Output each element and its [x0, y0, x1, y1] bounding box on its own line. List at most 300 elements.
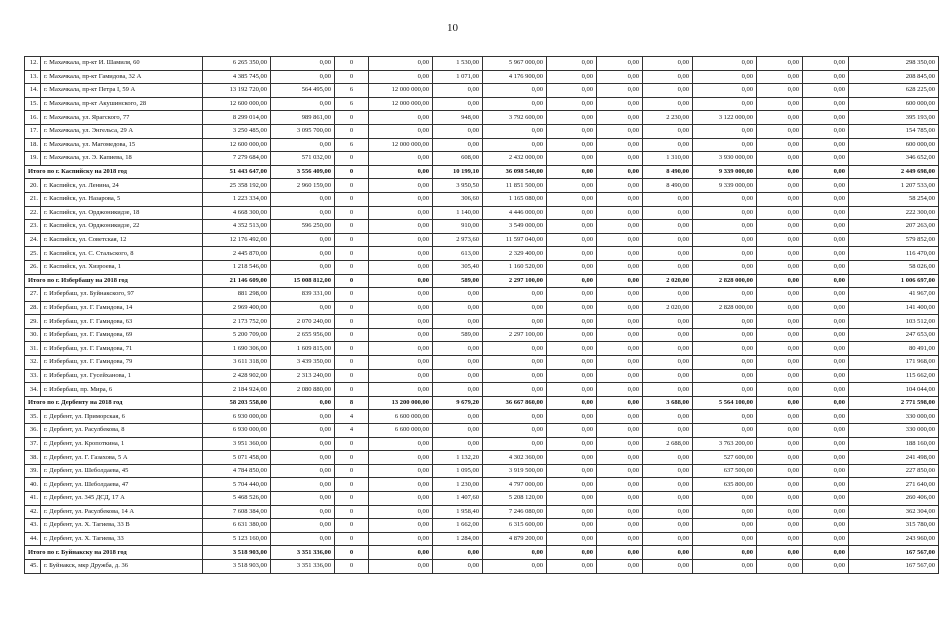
table-cell: 3 930 000,00: [693, 152, 757, 166]
table-cell: 0,00: [757, 478, 803, 492]
table-cell: 0,00: [547, 165, 597, 179]
table-cell: 0,00: [433, 424, 483, 438]
table-cell: 28.: [25, 301, 41, 315]
table-cell: 0: [335, 369, 369, 383]
table-row: [25, 410, 939, 424]
table-cell: 0,00: [547, 301, 597, 315]
table-row: [25, 57, 939, 71]
table-cell: 3 688,00: [643, 396, 693, 410]
table-cell: 0,00: [369, 356, 433, 370]
table-cell: 0,00: [369, 260, 433, 274]
table-cell: 0,00: [547, 206, 597, 220]
table-cell: 1 218 546,00: [203, 260, 271, 274]
table-cell: 15.: [25, 97, 41, 111]
table-cell: г. Избербаш, ул. Буйнакского, 97: [41, 288, 203, 302]
table-cell: 628 225,00: [849, 84, 939, 98]
table-cell: 0: [335, 328, 369, 342]
table-cell: 0: [335, 165, 369, 179]
table-cell: 0,00: [693, 328, 757, 342]
table-cell: 0,00: [693, 424, 757, 438]
table-cell: 589,00: [433, 328, 483, 342]
table-row: [25, 220, 939, 234]
table-cell: 0,00: [547, 233, 597, 247]
table-cell: 0,00: [643, 70, 693, 84]
table-cell: 208 845,00: [849, 70, 939, 84]
table-row: [25, 478, 939, 492]
table-cell: 579 852,00: [849, 233, 939, 247]
table-cell: 608,00: [433, 152, 483, 166]
table-cell: 0,00: [483, 84, 547, 98]
table-cell: 0,00: [803, 369, 849, 383]
table-cell: 6 930 000,00: [203, 424, 271, 438]
table-cell: 0,00: [547, 383, 597, 397]
table-cell: 0,00: [369, 464, 433, 478]
table-cell: 0,00: [803, 424, 849, 438]
table-cell: 0,00: [433, 315, 483, 329]
table-cell: 0,00: [803, 220, 849, 234]
table-cell: 21 146 609,00: [203, 274, 271, 288]
table-cell: 0,00: [271, 478, 335, 492]
table-cell: 1 958,40: [433, 505, 483, 519]
table-cell: 2 428 902,00: [203, 369, 271, 383]
table-cell: 0,00: [369, 546, 433, 560]
table-cell: 0,00: [597, 274, 643, 288]
table-cell: 1 690 306,00: [203, 342, 271, 356]
table-cell: 0,00: [803, 478, 849, 492]
table-cell: 0,00: [803, 315, 849, 329]
table-cell: г. Дербент, ул. Кропоткина, 1: [41, 437, 203, 451]
table-cell: 241 498,00: [849, 451, 939, 465]
table-cell: г. Каспийск, ул. Ленина, 24: [41, 179, 203, 193]
table-cell: 881 298,00: [203, 288, 271, 302]
table-row: [25, 315, 939, 329]
table-cell: 0,00: [803, 97, 849, 111]
table-cell: 39.: [25, 464, 41, 478]
table-cell: 3 351 336,00: [271, 546, 335, 560]
table-cell: 0,00: [803, 396, 849, 410]
table-cell: 58 254,00: [849, 192, 939, 206]
table-cell: 14.: [25, 84, 41, 98]
data-table: [24, 56, 939, 574]
table-cell: 0,00: [757, 369, 803, 383]
table-cell: 2 297 100,00: [483, 328, 547, 342]
table-row: [25, 233, 939, 247]
table-cell: 0,00: [547, 437, 597, 451]
table-cell: 0,00: [803, 301, 849, 315]
table-row: [25, 328, 939, 342]
table-cell: 10 199,10: [433, 165, 483, 179]
table-cell: 13 200 000,00: [369, 396, 433, 410]
table-cell: 0,00: [433, 138, 483, 152]
table-cell: 330 000,00: [849, 424, 939, 438]
table-cell: 8 490,00: [643, 165, 693, 179]
table-cell: 1 230,00: [433, 478, 483, 492]
table-cell: 0,00: [643, 124, 693, 138]
table-cell: 0,00: [369, 559, 433, 573]
table-cell: 2 960 159,00: [271, 179, 335, 193]
table-cell: 1 095,00: [433, 464, 483, 478]
table-cell: 315 780,00: [849, 519, 939, 533]
table-cell: 0,00: [597, 396, 643, 410]
table-cell: 0,00: [547, 546, 597, 560]
table-cell: 3 556 409,00: [271, 165, 335, 179]
table-cell: 0: [335, 519, 369, 533]
table-cell: 0: [335, 70, 369, 84]
table-cell: 0,00: [271, 70, 335, 84]
table-cell: 207 263,00: [849, 220, 939, 234]
table-cell: 21.: [25, 192, 41, 206]
table-cell: 116 470,00: [849, 247, 939, 261]
table-row: [25, 192, 939, 206]
table-cell: г. Дербент, ул. Расулбекова, 14 А: [41, 505, 203, 519]
table-cell: г. Махачкала, пр-кт И. Шамиля, 60: [41, 57, 203, 71]
table-cell: 12 000 000,00: [369, 97, 433, 111]
table-cell: 0,00: [757, 424, 803, 438]
table-cell: 4 784 850,00: [203, 464, 271, 478]
table-cell: 0,00: [597, 451, 643, 465]
table-cell: 1 140,00: [433, 206, 483, 220]
table-cell: 0,00: [803, 206, 849, 220]
table-cell: 0,00: [369, 451, 433, 465]
table-cell: 0,00: [757, 97, 803, 111]
table-cell: 0: [335, 559, 369, 573]
table-cell: 0,00: [597, 84, 643, 98]
table-cell: г. Махачкала, ул. Энгельса, 29 А: [41, 124, 203, 138]
table-cell: 0,00: [597, 233, 643, 247]
table-cell: 104 044,00: [849, 383, 939, 397]
table-cell: 141 400,00: [849, 301, 939, 315]
table-cell: 0,00: [597, 70, 643, 84]
table-cell: 3 549 000,00: [483, 220, 547, 234]
table-cell: 0,00: [803, 383, 849, 397]
table-cell: 0: [335, 152, 369, 166]
table-cell: 0,00: [693, 220, 757, 234]
table-cell: 305,40: [433, 260, 483, 274]
table-cell: 3 763 200,00: [693, 437, 757, 451]
table-cell: 41 967,00: [849, 288, 939, 302]
table-cell: 7 246 080,00: [483, 505, 547, 519]
table-cell: 0,00: [643, 233, 693, 247]
table-cell: 37.: [25, 437, 41, 451]
table-cell: 0,00: [693, 369, 757, 383]
table-cell: 0,00: [369, 383, 433, 397]
table-cell: г. Дербент, ул. Х. Тагиева, 33: [41, 532, 203, 546]
table-cell: 0,00: [547, 532, 597, 546]
table-row: [25, 342, 939, 356]
table-row: [25, 97, 939, 111]
table-cell: 25.: [25, 247, 41, 261]
table-cell: 0,00: [803, 84, 849, 98]
table-cell: 15 008 812,00: [271, 274, 335, 288]
table-cell: 2 969 400,00: [203, 301, 271, 315]
table-cell: 2 070 240,00: [271, 315, 335, 329]
table-cell: 0,00: [369, 505, 433, 519]
table-cell: 0,00: [757, 410, 803, 424]
table-row: [25, 437, 939, 451]
table-cell: 0: [335, 260, 369, 274]
table-cell: 40.: [25, 478, 41, 492]
table-cell: 0,00: [597, 138, 643, 152]
table-cell: 36 098 540,00: [483, 165, 547, 179]
table-cell: 6: [335, 97, 369, 111]
table-cell: 30.: [25, 328, 41, 342]
table-cell: 0,00: [803, 532, 849, 546]
table-cell: 0,00: [547, 315, 597, 329]
table-cell: 271 640,00: [849, 478, 939, 492]
table-cell: 0,00: [643, 532, 693, 546]
table-cell: 29.: [25, 315, 41, 329]
table-cell: 0,00: [547, 111, 597, 125]
table-cell: 0,00: [803, 70, 849, 84]
table-cell: 12 000 000,00: [369, 138, 433, 152]
table-row: [25, 70, 939, 84]
table-cell: 0: [335, 505, 369, 519]
table-cell: 2 313 240,00: [271, 369, 335, 383]
table-cell: 0,00: [803, 179, 849, 193]
table-cell: 38.: [25, 451, 41, 465]
table-cell: 0,00: [803, 546, 849, 560]
table-cell: 0,00: [757, 519, 803, 533]
table-cell: 2 973,60: [433, 233, 483, 247]
table-cell: 0,00: [597, 369, 643, 383]
table-cell: 2 655 956,00: [271, 328, 335, 342]
table-cell: 2 080 880,00: [271, 383, 335, 397]
table-cell: 7 608 384,00: [203, 505, 271, 519]
table-cell: 0,00: [597, 288, 643, 302]
table-cell: 4 302 360,00: [483, 451, 547, 465]
table-cell: 0,00: [547, 356, 597, 370]
table-cell: 0,00: [597, 478, 643, 492]
table-cell: 115 662,00: [849, 369, 939, 383]
table-cell: 0,00: [547, 274, 597, 288]
table-cell: 0,00: [693, 492, 757, 506]
table-cell: г. Избербаш, ул. Гусейханова, 1: [41, 369, 203, 383]
table-cell: 154 785,00: [849, 124, 939, 138]
table-cell: 330 000,00: [849, 410, 939, 424]
table-cell: 0,00: [271, 410, 335, 424]
table-cell: 0,00: [757, 220, 803, 234]
table-cell: 0,00: [547, 451, 597, 465]
table-row: [25, 179, 939, 193]
table-row: [25, 464, 939, 478]
table-row: [25, 84, 939, 98]
table-cell: 0,00: [369, 492, 433, 506]
table-cell: 0,00: [803, 165, 849, 179]
table-cell: г. Каспийск, ул. С. Стальского, 8: [41, 247, 203, 261]
table-cell: 0: [335, 247, 369, 261]
table-row: [25, 369, 939, 383]
table-cell: г. Дербент, ул. Х. Тагиева, 33 В: [41, 519, 203, 533]
table-total-row: [25, 274, 939, 288]
table-row: [25, 247, 939, 261]
table-cell: 3 518 903,00: [203, 559, 271, 573]
table-cell: 0,00: [369, 192, 433, 206]
table-row: [25, 206, 939, 220]
table-cell: 0,00: [271, 260, 335, 274]
table-cell: 0,00: [597, 152, 643, 166]
table-cell: 45.: [25, 559, 41, 573]
table-cell: 395 193,00: [849, 111, 939, 125]
table-cell: 5 564 100,00: [693, 396, 757, 410]
table-cell: 0,00: [803, 233, 849, 247]
table-cell: 0,00: [757, 288, 803, 302]
table-cell: 0,00: [693, 546, 757, 560]
page-number: 10: [447, 22, 458, 34]
table-cell: 5 208 120,00: [483, 492, 547, 506]
table-cell: 0,00: [757, 84, 803, 98]
table-cell: 0,00: [757, 152, 803, 166]
table-cell: 0,00: [271, 138, 335, 152]
table-cell: 4 352 513,00: [203, 220, 271, 234]
table-cell: 35.: [25, 410, 41, 424]
table-cell: 0,00: [643, 315, 693, 329]
table-cell: 0: [335, 451, 369, 465]
table-cell: 0,00: [597, 342, 643, 356]
table-cell: 36.: [25, 424, 41, 438]
table-cell: 103 512,00: [849, 315, 939, 329]
table-cell: 4 668 300,00: [203, 206, 271, 220]
table-cell: 0,00: [693, 315, 757, 329]
table-cell: 0,00: [803, 342, 849, 356]
table-cell: 0,00: [547, 328, 597, 342]
table-cell: 4: [335, 410, 369, 424]
table-cell: 42.: [25, 505, 41, 519]
table-cell: 3 950,50: [433, 179, 483, 193]
table-cell: 0,00: [757, 57, 803, 71]
table-cell: 0,00: [597, 260, 643, 274]
table-cell: 6 600 000,00: [369, 424, 433, 438]
table-row: [25, 260, 939, 274]
table-cell: 0,00: [271, 519, 335, 533]
table-cell: г. Избербаш, ул. Г. Гамидова, 79: [41, 356, 203, 370]
table-cell: 43.: [25, 519, 41, 533]
table-cell: 0,00: [643, 288, 693, 302]
table-cell: 20.: [25, 179, 41, 193]
total-label-cell: Итого по г. Дербенту на 2018 год: [25, 396, 203, 410]
table-cell: 0: [335, 57, 369, 71]
table-cell: 0,00: [757, 315, 803, 329]
table-cell: 0,00: [803, 519, 849, 533]
table-cell: 0,00: [271, 464, 335, 478]
table-cell: 1 071,00: [433, 70, 483, 84]
table-row: [25, 519, 939, 533]
table-cell: 0: [335, 124, 369, 138]
table-cell: 0,00: [271, 424, 335, 438]
table-cell: 243 960,00: [849, 532, 939, 546]
table-cell: 0: [335, 342, 369, 356]
table-cell: г. Махачкала, пр-кт Петра I, 59 А: [41, 84, 203, 98]
table-cell: 0: [335, 492, 369, 506]
table-cell: 0,00: [757, 356, 803, 370]
table-cell: 0,00: [597, 206, 643, 220]
table-cell: 0,00: [643, 84, 693, 98]
table-cell: 167 567,00: [849, 546, 939, 560]
table-cell: 0,00: [369, 57, 433, 71]
table-cell: 0,00: [643, 342, 693, 356]
table-cell: 0,00: [803, 138, 849, 152]
table-cell: 33.: [25, 369, 41, 383]
table-cell: 0,00: [547, 464, 597, 478]
table-cell: 910,00: [433, 220, 483, 234]
table-cell: г. Каспийск, ул. Орджоникидзе, 18: [41, 206, 203, 220]
table-cell: 5 468 526,00: [203, 492, 271, 506]
table-cell: 0,00: [643, 328, 693, 342]
table-cell: 0: [335, 478, 369, 492]
table-cell: 0: [335, 192, 369, 206]
table-cell: 34.: [25, 383, 41, 397]
table-cell: г. Махачкала, ул. Э. Капиева, 18: [41, 152, 203, 166]
table-cell: 0,00: [369, 179, 433, 193]
table-cell: 0,00: [757, 342, 803, 356]
table-cell: 839 331,00: [271, 288, 335, 302]
table-cell: 1 530,00: [433, 57, 483, 71]
table-cell: 0,00: [693, 138, 757, 152]
table-cell: 0,00: [369, 152, 433, 166]
table-cell: г. Избербаш, ул. Г. Гамидова, 63: [41, 315, 203, 329]
table-row: [25, 532, 939, 546]
table-cell: 23.: [25, 220, 41, 234]
table-row: [25, 124, 939, 138]
table-cell: 0,00: [693, 519, 757, 533]
table-cell: 6 315 600,00: [483, 519, 547, 533]
table-cell: 5 071 458,00: [203, 451, 271, 465]
table-cell: 0,00: [433, 97, 483, 111]
table-cell: 4 797 000,00: [483, 478, 547, 492]
table-total-row: [25, 396, 939, 410]
table-cell: 0,00: [433, 410, 483, 424]
table-cell: 0,00: [271, 437, 335, 451]
table-cell: 0,00: [369, 206, 433, 220]
table-cell: 0,00: [803, 356, 849, 370]
table-cell: 0,00: [693, 57, 757, 71]
table-cell: 0,00: [643, 546, 693, 560]
table-cell: 0,00: [803, 464, 849, 478]
table-cell: 571 032,00: [271, 152, 335, 166]
table-cell: 0,00: [369, 220, 433, 234]
table-cell: 227 850,00: [849, 464, 939, 478]
table-cell: 0,00: [757, 111, 803, 125]
table-cell: 1 132,20: [433, 451, 483, 465]
table-cell: 0,00: [757, 165, 803, 179]
table-cell: 0,00: [803, 260, 849, 274]
table-cell: 0,00: [547, 396, 597, 410]
table-cell: 0,00: [547, 492, 597, 506]
table-cell: 0,00: [597, 505, 643, 519]
table-cell: 0: [335, 220, 369, 234]
table-row: [25, 559, 939, 573]
table-cell: 2 449 698,00: [849, 165, 939, 179]
table-cell: 564 495,00: [271, 84, 335, 98]
table-cell: 0,00: [597, 546, 643, 560]
table-cell: 167 567,00: [849, 559, 939, 573]
table-cell: 0,00: [547, 192, 597, 206]
table-cell: 0,00: [643, 505, 693, 519]
table-cell: 0,00: [757, 451, 803, 465]
table-cell: 0,00: [483, 301, 547, 315]
table-cell: 171 968,00: [849, 356, 939, 370]
table-cell: 0,00: [803, 152, 849, 166]
table-total-row: [25, 165, 939, 179]
table-cell: 0,00: [803, 451, 849, 465]
table-cell: 1 160 520,00: [483, 260, 547, 274]
table-cell: 2 445 870,00: [203, 247, 271, 261]
table-cell: 0,00: [643, 356, 693, 370]
table-cell: 41.: [25, 492, 41, 506]
table-cell: 0,00: [757, 233, 803, 247]
table-cell: 0,00: [433, 124, 483, 138]
table-cell: 6 631 380,00: [203, 519, 271, 533]
table-cell: 0,00: [643, 478, 693, 492]
